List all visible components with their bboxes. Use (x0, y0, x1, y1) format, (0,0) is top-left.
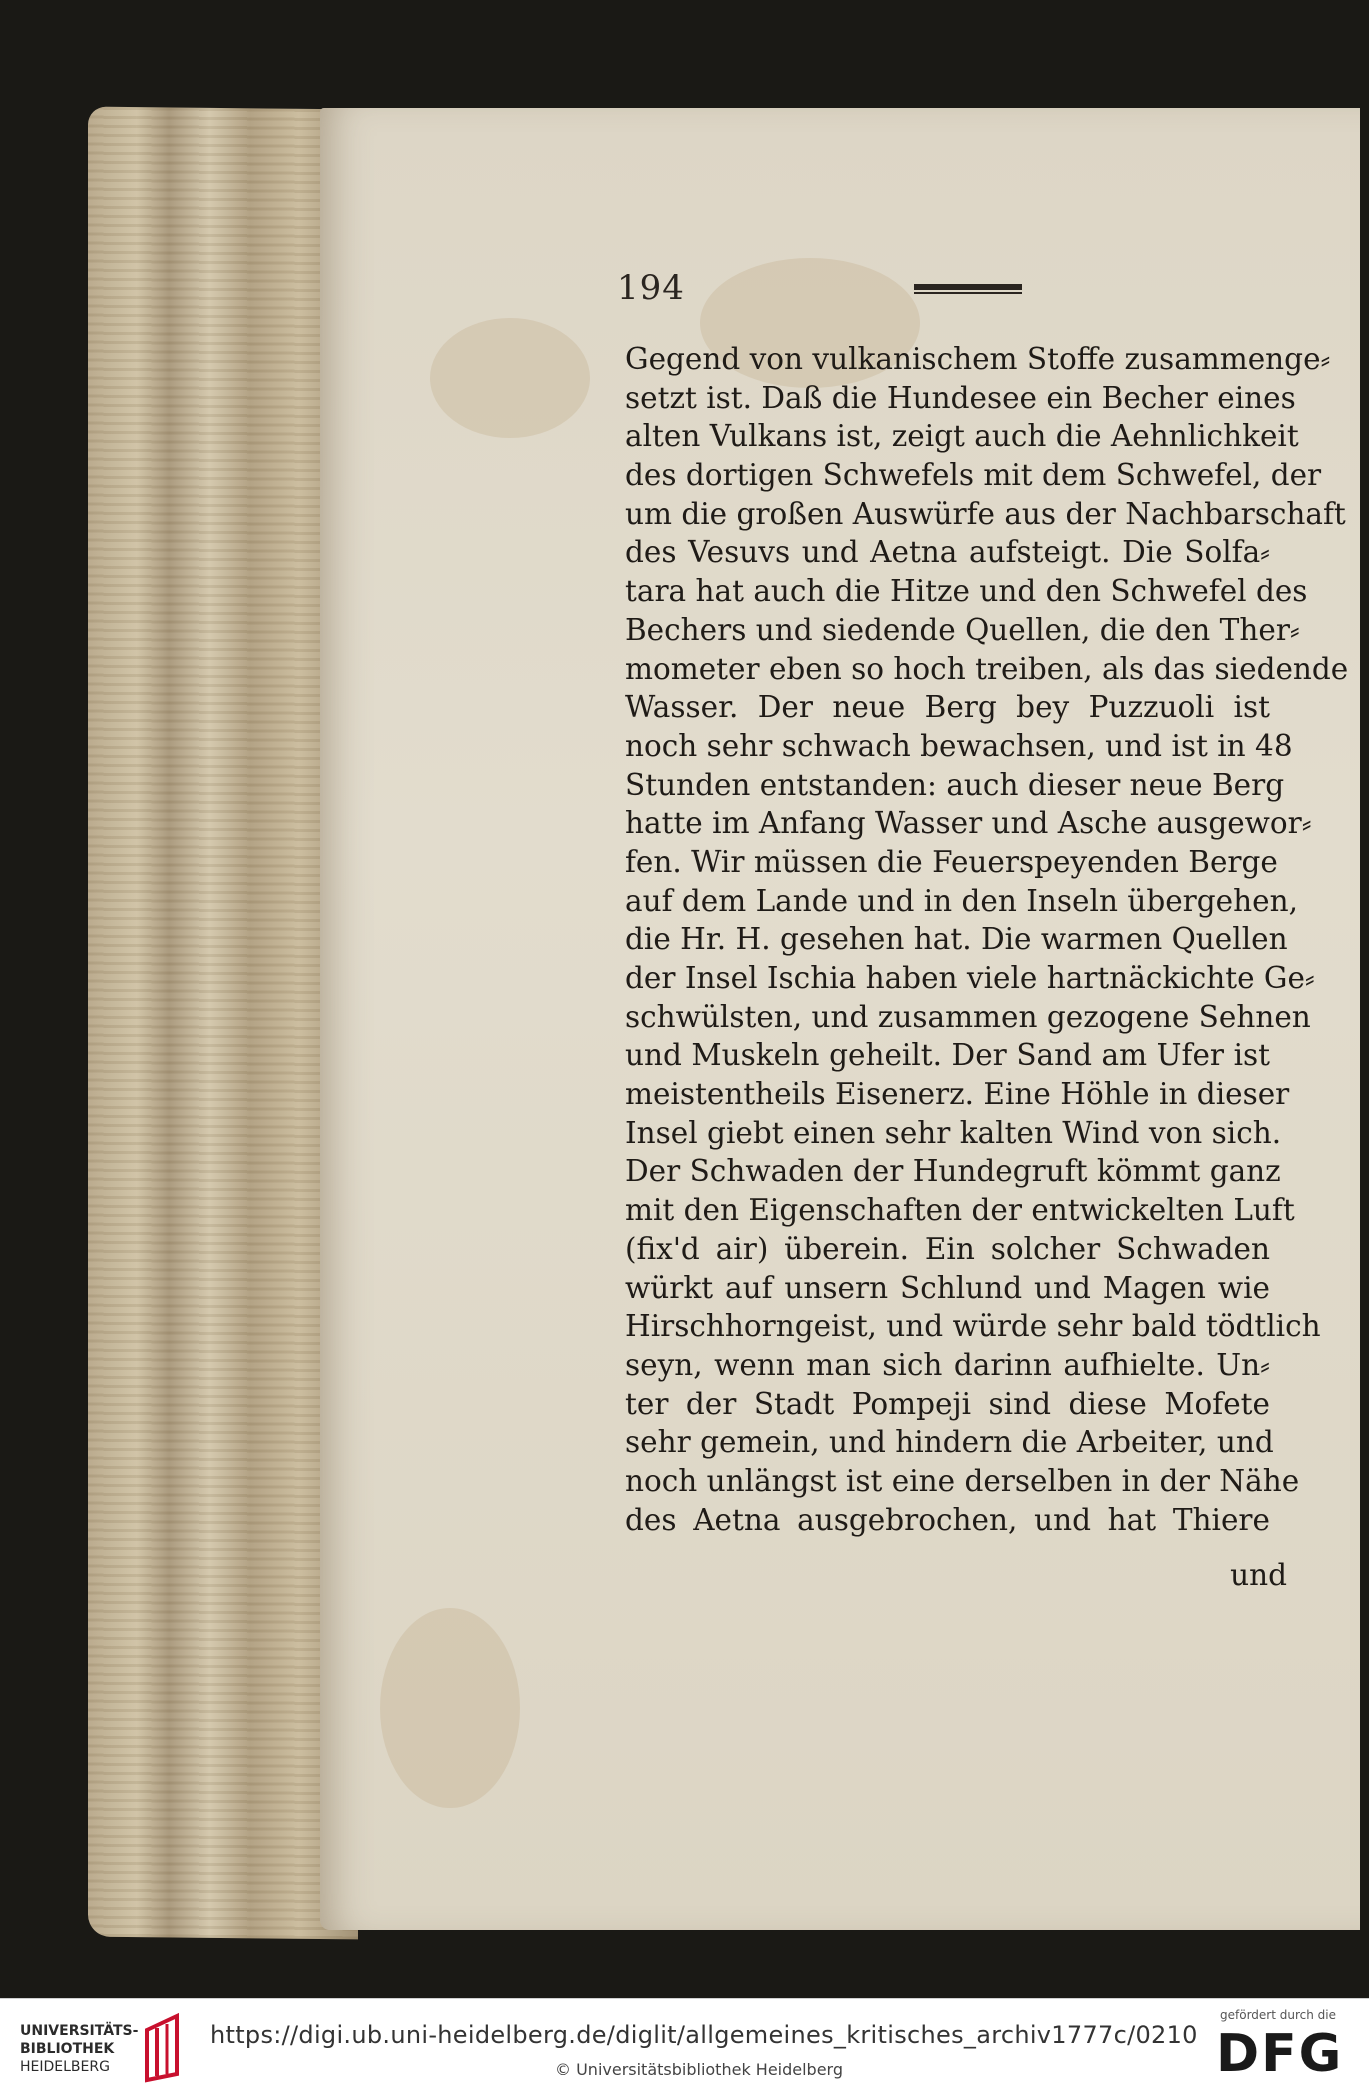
text-line: hatte im Anfang Wasser und Asche ausgewor⸗ (625, 806, 1312, 841)
text-line: würkt auf unsern Schlund und Magen wie (625, 1270, 1270, 1305)
text-line: des Aetna ausgebrochen, und hat Thiere (625, 1502, 1270, 1537)
text-line: tara hat auch die Hitze und den Schwefel des (625, 574, 1308, 609)
paper-stain (430, 318, 590, 438)
text-line: seyn, wenn man sich darinn aufhielte. Un⸗ (625, 1347, 1270, 1382)
paper-stain (380, 1608, 520, 1808)
text-line: schwülsten, und zusammen gezogene Sehnen (625, 999, 1311, 1034)
text-line: und Muskeln geheilt. Der Sand am Ufer ist (625, 1038, 1270, 1073)
copyright-notice: © Universitätsbibliothek Heidelberg (555, 2060, 844, 2079)
text-line: alten Vulkans ist, zeigt auch die Aehnlichkeit (625, 419, 1299, 454)
text-line: setzt ist. Daß die Hundesee ein Becher eines (625, 380, 1296, 415)
page-number: 194 (617, 268, 685, 308)
text-line: um die großen Auswürfe aus der Nachbarschaft (625, 496, 1346, 531)
library-logo-text[interactable] (20, 2022, 138, 2076)
text-line: mit den Eigenschaften der entwickelten Luft (625, 1193, 1295, 1228)
text-line: Stunden entstanden: auch dieser neue Berg (625, 767, 1285, 802)
text-line: noch sehr schwach bewachsen, und ist in 48 (625, 728, 1293, 763)
text-line: auf dem Lande und in den Inseln übergehen, (625, 883, 1298, 918)
text-line: die Hr. H. gesehen hat. Die warmen Quellen (625, 922, 1288, 957)
permalink-url[interactable]: https://digi.ub.uni-heidelberg.de/diglit/allgemeines_kritisches_archiv1777c/0210 (210, 2021, 1198, 2049)
book-fore-edge (88, 107, 358, 1940)
catchword: und (1230, 1558, 1287, 1592)
text-line: Der Schwaden der Hundegruft kömmt ganz (625, 1154, 1281, 1189)
text-line: fen. Wir müssen die Feuerspeyenden Berge (625, 844, 1278, 879)
library-logo-icon[interactable] (137, 2010, 193, 2082)
library-name-line: UNIVERSITÄTS- (20, 2023, 139, 2039)
header-rule (914, 284, 1022, 294)
text-line: des Vesuvs und Aetna aufsteigt. Die Solfa⸗ (625, 535, 1270, 570)
text-line: Wasser. Der neue Berg bey Puzzuoli ist (625, 690, 1270, 725)
text-line: (fix'd air) überein. Ein solcher Schwaden (625, 1231, 1270, 1266)
text-line: ter der Stadt Pompeji sind diese Mofete (625, 1386, 1270, 1421)
text-line: mometer eben so hoch treiben, als das siedende (625, 651, 1349, 686)
text-line: noch unlängst ist eine derselben in der Nähe (625, 1463, 1300, 1498)
library-name-line: BIBLIOTHEK (20, 2041, 115, 2057)
text-line: der Insel Ischia haben viele hartnäckichte Ge⸗ (625, 961, 1315, 995)
text-line: Hirschhorngeist, und würde sehr bald tödtlich (625, 1309, 1321, 1344)
text-line: Bechers und siedende Quellen, die den Ther⸗ (625, 612, 1300, 647)
dfg-logo[interactable]: DFG (1216, 2024, 1344, 2084)
funding-note: gefördert durch die (1220, 2008, 1336, 2022)
text-line: Gegend von vulkanischem Stoffe zusammenge⸗ (625, 342, 1331, 376)
text-line: meistentheils Eisenerz. Eine Höhle in dieser (625, 1077, 1290, 1112)
text-line: des dortigen Schwefels mit dem Schwefel, der (625, 458, 1322, 493)
page-text (625, 340, 1349, 1539)
library-name-line: HEIDELBERG (20, 2059, 110, 2075)
text-line: Insel giebt einen sehr kalten Wind von sich. (625, 1115, 1282, 1150)
text-line: sehr gemein, und hindern die Arbeiter, und (625, 1425, 1274, 1460)
